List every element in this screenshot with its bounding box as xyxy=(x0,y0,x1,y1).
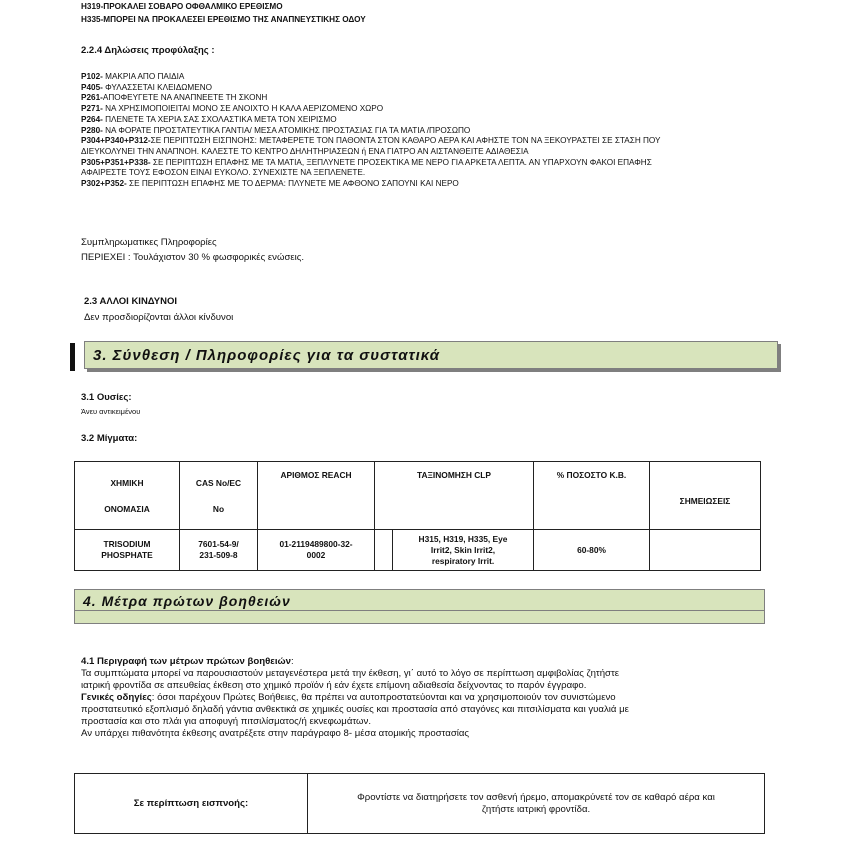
section-4-title: 4. Μέτρα πρώτων βοηθειών xyxy=(74,589,765,611)
other-hazards-text: Δεν προσδιορίζονται άλλοι κίνδυνοι xyxy=(84,312,234,323)
first-aid-description: 4.1 Περιγραφή των μέτρων πρώτων βοηθειών: Τα συμπτώματα μπορεί να παρουσιαστούν μεταγενέστερα μετά την έκθεση, γι΄ αυτό το λόγο σε περίπτωση αμφιβολίας ζητήστε ιατρική φροντίδα σε απευθείας έκθεση στο χημικό προϊόν ή εάν έχετε επίμονη αδιαθεσία δείχνοντας το παρόν έγγραφο. Γενικές οδηγίες: όσοι παρέχουν Πρώτες Βοήθειες, θα πρέπει να αυτοπροστατεύονται και να χρησιμοποιούν τον συνιστώμενο προστατευτικό εξοπλισμό δηλαδή γάντια ανθεκτικά σε χημικές ουσίες και προστασία από σταγόνες και πιτσιλίσματα και γυαλιά με προστασία και στο πλάι για αποφυγή πιτσιλίσματος/ή εκνεφωμάτων. Αν υπάρχει πιθανότητα έκθεσης ανατρέξετε στην παράγραφο 8- μέσα ατομικής προστασίας xyxy=(81,656,629,739)
precaution-p304: P304+P340+P312-ΣΕ ΠΕΡΙΠΤΩΣΗ ΕΙΣΠΝΟΗΣ: ΜΕΤΑΦΕΡΕΤΕ ΤΟΝ ΠΑΘΟΝΤΑ ΣΤΟΝ ΚΑΘΑΡΟ ΑΕΡΑ ΚΑΙ ΑΦΗΣΤΕ ΤΟΝ ΝΑ ΞΕΚΟΥΡΑΣΤΕΙ ΣΕ ΣΤΑΣΗ ΠΟΥ xyxy=(81,136,661,146)
exposure-reference: Αν υπάρχει πιθανότητα έκθεσης ανατρέξετε στην παράγραφο 8- μέσα ατομικής προστασίας xyxy=(81,728,470,739)
cell-percent: 60-80% xyxy=(534,530,650,571)
precaution-p304-cont: ΔΙΕΥΚΟΛΥΝΕΙ ΤΗΝ ΑΝΑΠΝΟΗ. ΚΑΛΕΣΤΕ ΤΟ ΚΕΝΤΡΟ ΔΗΛΗΤΗΡΙΑΣΕΩΝ ή ΕΝΑ ΓΙΑΤΡΟ ΑΝ ΑΙΣΤΑΝΘΕΙΤΕ ΑΔΙΑΘΕΣΙΑ xyxy=(81,146,529,156)
cell-clp: H315, H319, H335, Eye Irrit2, Skin Irrit2, respiratory Irrit. xyxy=(393,530,534,571)
substances-heading: 3.1 Ουσίες: xyxy=(81,392,132,403)
general-instructions-line: προστασία και στο πλάι για αποφυγή πιτσιλίσματος/ή εκνεφωμάτων. xyxy=(81,716,371,727)
other-hazards-heading: 2.3 ΑΛΛΟΙ ΚΙΝΔΥΝΟΙ xyxy=(84,296,177,307)
table-row xyxy=(75,530,761,571)
cell-reach: 01-2119489800-32- 0002 xyxy=(258,530,375,571)
hazard-h335: H335-ΜΠΟΡΕΙ ΝΑ ΠΡΟΚΑΛΕΣΕΙ ΕΡΕΘΙΣΜΟ ΤΗΣ ΑΝΑΠΝΕΥΣΤΙΚΗΣ ΟΔΟΥ xyxy=(81,15,366,24)
precautions-heading: 2.2.4 Δηλώσεις προφύλαξης : xyxy=(81,45,215,56)
mixtures-heading: 3.2 Μίγματα: xyxy=(81,433,138,444)
header-reach: ΑΡΙΘΜΟΣ REACH xyxy=(258,462,375,530)
mixtures-table xyxy=(74,461,761,571)
precaution-p261: P261-ΑΠΟΦΕΥΓΕΤΕ ΝΑ ΑΝΑΠΝΕΕΤΕ ΤΗ ΣΚΟΝΗ xyxy=(81,93,268,103)
precaution-p405: P405- ΦΥΛΑΣΣΕΤΑΙ ΚΛΕΙΔΩΜΕΝΟ xyxy=(81,82,212,92)
header-percent: % ΠΟΣΟΣΤΟ Κ.Β. xyxy=(534,462,650,530)
precaution-p302: P302+P352- ΣΕ ΠΕΡΙΠΤΩΣΗ ΕΠΑΦΗΣ ΜΕ ΤΟ ΔΕΡΜΑ: ΠΛΥΝΕΤΕ ΜΕ ΑΦΘΟΝΟ ΣΑΠΟΥΝΙ ΚΑΙ ΝΕΡΟ xyxy=(81,179,459,189)
first-aid-desc-line: Τα συμπτώματα μπορεί να παρουσιαστούν μεταγενέστερα μετά την έκθεση, γι΄ αυτό το λόγο σε περίπτωση αμφιβολίας ζητήστε xyxy=(81,668,620,679)
general-instructions-label: Γενικές οδηγίες xyxy=(81,692,152,703)
precaution-p264: P264- ΠΛΕΝΕΤΕ ΤΑ ΧΕΡΙΑ ΣΑΣ ΣΧΟΛΑΣΤΙΚΑ ΜΕΤΑ ΤΟΝ ΧΕΙΡΙΣΜΟ xyxy=(81,114,337,124)
precaution-p102: P102- ΜΑΚΡΙΑ ΑΠΟ ΠΑΙΔΙΑ xyxy=(81,72,185,81)
cell-spacer xyxy=(375,530,393,571)
precautions-list xyxy=(81,72,661,190)
precaution-p271: P271- ΝΑ ΧΡΗΣΙΜΟΠΟΙΕΙΤΑΙ ΜΟΝΟ ΣΕ ΑΝΟΙΧΤΟ Η ΚΑΛΑ ΑΕΡΙΖΟΜΕΝΟ ΧΩΡΟ xyxy=(81,104,384,114)
header-clp: ΤΑΞΙΝΟΜΗΣΗ CLP xyxy=(375,462,534,530)
first-aid-desc-line: ιατρική φροντίδα σε απευθείας έκθεση στο χημικό προϊόν ή εάν έχετε επίμονη αδιαθεσία δείχνοντας το παρόν έγγραφο. xyxy=(81,680,587,691)
precaution-p305: P305+P351+P338- ΣΕ ΠΕΡΙΠΤΩΣΗ ΕΠΑΦΗΣ ΜΕ ΤΑ ΜΑΤΙΑ, ΞΕΠΛΥΝΕΤΕ ΠΡΟΣΕΚΤΙΚΑ ΜΕ ΝΕΡΟ ΓΙΑ ΑΡΚΕΤΑ ΛΕΠΤΑ. ΑΝ ΥΠΑΡΧΟΥΝ ΦΑΚΟΙ ΕΠΑΦΗΣ xyxy=(81,157,652,167)
precaution-p280: P280- ΝΑ ΦΟΡΑΤΕ ΠΡΟΣΤΑΤΕΥΤΙΚΑ ΓΑΝΤΙΑ/ ΜΕΣΑ ΑΤΟΜΙΚΗΣ ΠΡΟΣΤΑΣΙΑΣ ΓΙΑ ΤΑ ΜΑΤΙΑ /ΠΡΟΣΩΠΟ xyxy=(81,125,471,135)
header-chemical-name: ΧΗΜΙΚΗ ΟΝΟΜΑΣΙΑ xyxy=(75,462,180,530)
cell-chemical-name: TRISODIUM PHOSPHATE xyxy=(75,530,180,571)
inhalation-label: Σε περίπτωση εισπνοής : xyxy=(75,774,308,833)
table-header-row xyxy=(75,462,761,530)
inhalation-instructions: Φροντίστε να διατηρήσετε τον ασθενή ήρεμο, απομακρύνετέ τον σε καθαρό αέρα και ζητήστε ιατρική φροντίδα. xyxy=(357,792,715,815)
inhalation-table xyxy=(74,773,765,834)
section-4-strip xyxy=(74,611,765,624)
cell-cas: 7601-54-9/ 231-509-8 xyxy=(180,530,258,571)
section-marker xyxy=(70,343,75,371)
general-instructions-line: προστατευτικό εξοπλισμό δηλαδή γάντια ανθεκτικά σε χημικές ουσίες και προστασία από σταγόνες και πιτσιλίσματα και γυαλιά με xyxy=(81,704,629,715)
substances-text: Άνευ αντικειμένου xyxy=(81,407,141,416)
header-cas: CAS No/EC No xyxy=(180,462,258,530)
header-notes: ΣΗΜΕΙΩΣΕΙΣ xyxy=(650,462,761,530)
cell-notes xyxy=(650,530,761,571)
first-aid-desc-heading: 4.1 Περιγραφή των μέτρων πρώτων βοηθειών xyxy=(81,656,291,667)
supplementary-text: ΠΕΡΙΕΧΕΙ : Τουλάχιστον 30 % φωσφορικές ενώσεις. xyxy=(81,252,305,263)
hazard-h319: H319-ΠΡΟΚΑΛΕΙ ΣΟΒΑΡΟ ΟΦΘΑΛΜΙΚΟ ΕΡΕΘΙΣΜΟ xyxy=(81,2,283,11)
section-3-title: 3. Σύνθεση / Πληροφορίες για τα συστατικά xyxy=(84,341,778,369)
supplementary-title: Συμπληρωματικες Πληροφορίες xyxy=(81,237,217,248)
precaution-p305-cont: ΑΦΑΙΡΕΣΤΕ ΤΟΥΣ ΕΦΟΣΟΝ ΕΙΝΑΙ ΕΥΚΟΛΟ. ΣΥΝΕΧΙΣΤΕ ΝΑ ΞΕΠΛΕΝΕΤΕ. xyxy=(81,168,366,178)
